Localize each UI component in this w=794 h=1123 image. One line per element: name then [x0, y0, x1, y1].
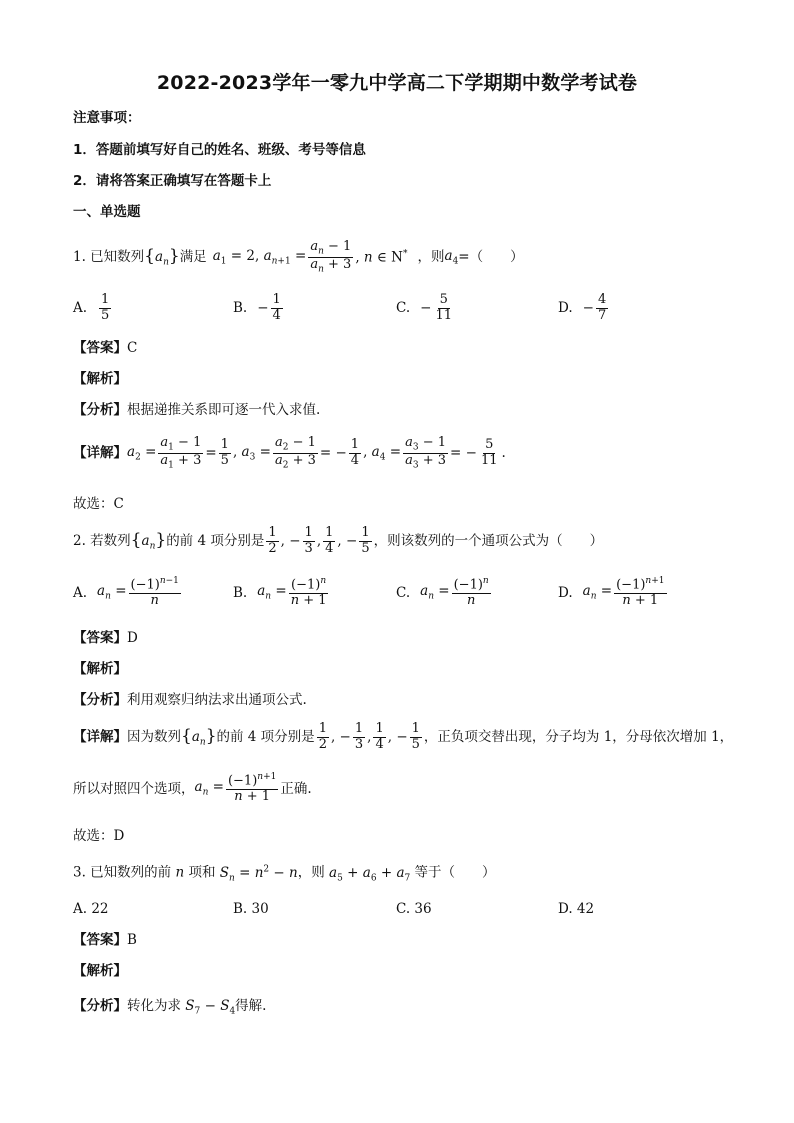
fenxi-line: 【分析】利用观察归纳法求出通项公式.	[73, 692, 307, 708]
option-a[interactable]: A. 22	[73, 901, 109, 917]
option-a[interactable]: A. $a_n$ = $\frac{(-1)^{n-1}}{n}$	[73, 576, 179, 609]
option-c[interactable]: C. 36	[396, 901, 432, 917]
page-title: 2022-2023学年一零九中学高二下学期期中数学考试卷	[156, 72, 638, 94]
notice-item: 2．请将答案正确填写在答题卡上	[73, 173, 272, 189]
detail-line-2: 所以对照四个选项， $a_n$ = $\frac{(-1)^{n+1}}{n + 1}$ 正确.	[73, 772, 312, 805]
option-c[interactable]: C. $a_n$ = $\frac{(-1)^n}{n}$	[396, 576, 489, 609]
option-d[interactable]: D. $a_n$ = $\frac{(-1)^{n+1}}{n + 1}$	[558, 576, 665, 609]
answer-line: 【答案】D	[73, 630, 138, 646]
answer-line: 【答案】C	[73, 340, 138, 356]
option-d[interactable]: D. 42	[558, 901, 595, 917]
answer-line: 【答案】B	[73, 932, 137, 948]
question-3: 3. 已知数列的前 n 项和 $S_n = n^2 - n$，则 $a_5 + a_6 + a_7$ 等于（ ）	[73, 864, 496, 884]
analysis-label: 【解析】	[73, 963, 127, 979]
choose-line: 故选：C	[73, 496, 124, 512]
question-text: 满足	[179, 249, 207, 266]
notice-item: 1．答题前填写好自己的姓名、班级、考号等信息	[73, 142, 366, 158]
question-text: =（ ）	[458, 249, 524, 266]
analysis-label: 【解析】	[73, 371, 127, 387]
formula: , n ∈ N*	[355, 249, 408, 266]
option-b[interactable]: B. − $\frac{1}{4}$	[233, 292, 281, 323]
question-2: 2. 若数列 $\{a_n\}$ 的前 4 项分别是 $\frac{1}{2}$ , − $\frac{1}{3}$ , $\frac{1}{4}$ , − $\frac{1}{5}$ ，则该数列的一个通项公式为（ ）	[73, 525, 604, 556]
section-heading: 一、单选题	[73, 204, 141, 220]
option-b[interactable]: B. $a_n$ = $\frac{(-1)^n}{n + 1}$	[233, 576, 327, 609]
detail-line: 【详解】 $a_2$ = $\frac{a_1 - 1}{a_1 + 3}$ = $\frac{1}{5}$ , $a_3$ = $\frac{a_2 - 1}{a_2 + 3}$ = − $\frac{1}{4}$ , $a_4$ = $\frac{a_3 - 1}{a_3 + 3}$ = − $\frac{5}{11}$ .	[73, 435, 506, 471]
notice-heading: 注意事项：	[73, 110, 141, 126]
formula: $a_4$	[444, 247, 459, 267]
choose-line: 故选：D	[73, 828, 125, 844]
formula: $\frac{a_n - 1}{a_n + 3}$	[310, 239, 352, 275]
option-d[interactable]: D. − $\frac{4}{7}$	[558, 292, 607, 323]
formula: $\{a_n\}$	[144, 246, 180, 268]
question-text: ，则	[417, 249, 445, 266]
fenxi-line: 【分析】根据递推关系即可逐一代入求值.	[73, 402, 321, 418]
formula: $a_1 = 2$, $a_{n+1}$ =	[212, 247, 307, 267]
fenxi-line: 【分析】转化为求 $S_7 - S_4$得解.	[73, 998, 267, 1017]
detail-line: 【详解】 因为数列 $\{a_n\}$ 的前 4 项分别是 $\frac{1}{2}$ , − $\frac{1}{3}$ , $\frac{1}{4}$ , − $\frac{1}{5}$ ，正负项交替出现，分子均为 1，分母依次增加 1，	[73, 721, 734, 752]
option-a[interactable]: A. $\frac{1}{5}$	[73, 292, 110, 323]
option-c[interactable]: C. − $\frac{5}{11}$	[396, 292, 452, 323]
question-text: 1. 已知数列	[73, 249, 145, 266]
question-1	[73, 240, 524, 275]
option-b[interactable]: B. 30	[233, 901, 269, 917]
analysis-label: 【解析】	[73, 661, 127, 677]
